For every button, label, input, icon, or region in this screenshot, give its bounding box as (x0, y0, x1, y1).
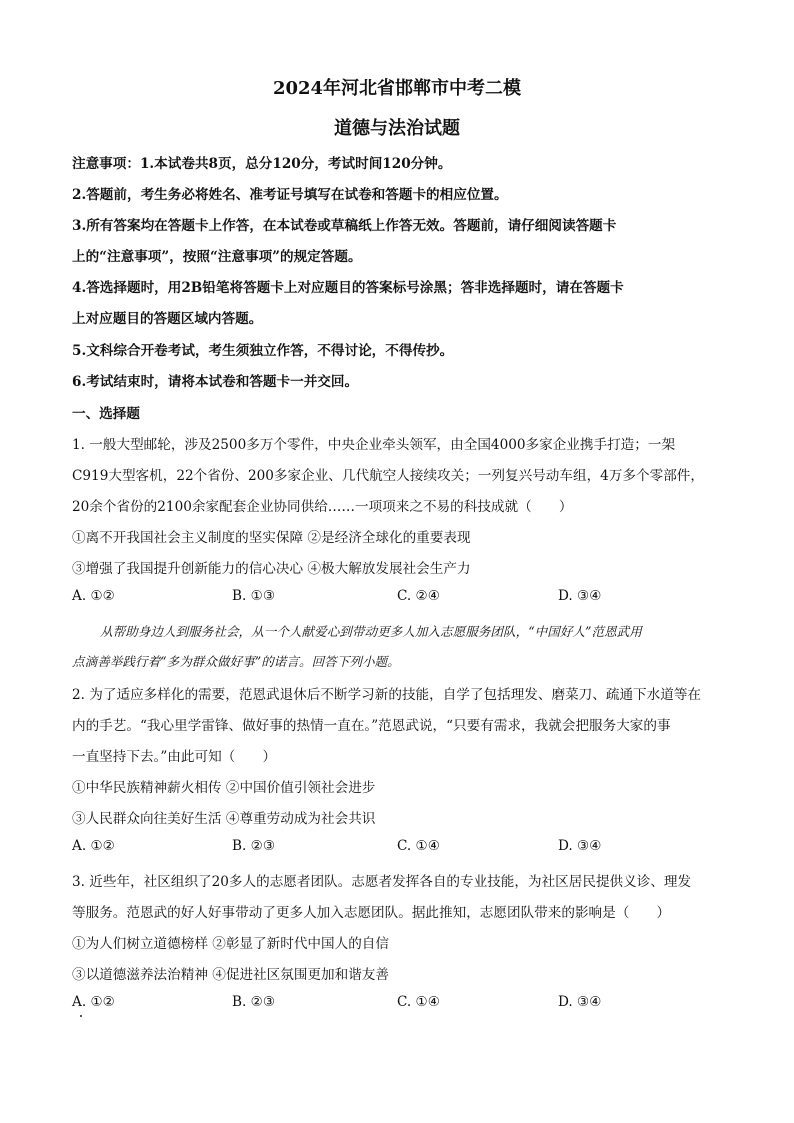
question-1-statement: ③增强了我国提升创新能力的信心决心 ④极大解放发展社会生产力 (72, 561, 471, 577)
stray-dot (80, 1015, 82, 1017)
question-2-stem: 一直坚持下去。”由此可知（ ） (72, 749, 277, 765)
option-d[interactable]: D. ③④ (558, 588, 602, 604)
question-2-statement: ①中华民族精神薪火相传 ②中国价值引领社会进步 (72, 780, 376, 796)
question-2-stem: 内的手艺。“我心里学雷锋、做好事的热情一直在。”范恩武说，“只要有需求，我就会把服务大家的事 (72, 718, 671, 734)
question-1-statement: ①离不开我国社会主义制度的坚实保障 ②是经济全球化的重要表现 (72, 530, 471, 546)
question-3-stem: 3. 近些年，社区组织了20多人的志愿者团队。志愿者发挥各自的专业技能，为社区居民提供义诊、理发 (72, 874, 692, 890)
option-b[interactable]: B. ①③ (232, 588, 276, 604)
option-c[interactable]: C. ②④ (397, 588, 440, 604)
note-line: 注意事项：1.本试卷共8页，总分120分，考试时间120分钟。 (72, 156, 452, 172)
question-1-options (72, 588, 727, 608)
option-a[interactable]: A. ①② (72, 588, 115, 604)
option-b[interactable]: B. ②③ (232, 994, 276, 1010)
note-line: 5.文科综合开卷考试，考生须独立作答，不得讨论，不得传抄。 (72, 343, 454, 359)
exam-title: 2024年河北省邯郸市中考二模 (272, 78, 522, 99)
exam-subject: 道德与法治试题 (334, 118, 460, 139)
note-line: 6.考试结束时，请将本试卷和答题卡一并交回。 (72, 374, 359, 390)
material-intro: 从帮助身边人到服务社会，从一个人献爱心到带动更多人加入志愿服务团队，“中国好人”范恩武用 (100, 624, 642, 639)
option-a[interactable]: A. ①② (72, 994, 115, 1010)
option-c[interactable]: C. ①④ (397, 838, 440, 854)
option-b[interactable]: B. ②③ (232, 838, 276, 854)
note-line: 上的“注意事项”，按照“注意事项”的规定答题。 (72, 249, 362, 265)
question-3-stem: 等服务。范恩武的好人好事带动了更多人加入志愿团队。据此推知，志愿团队带来的影响是（ ） (72, 905, 671, 921)
question-1-stem: 20余个省份的2100余家配套企业协同供给……一项项来之不易的科技成就（ ） (72, 499, 573, 515)
option-a[interactable]: A. ①② (72, 838, 115, 854)
option-c[interactable]: C. ①④ (397, 994, 440, 1010)
note-line: 3.所有答案均在答题卡上作答，在本试卷或草稿纸上作答无效。答题前，请仔细阅读答题卡 (72, 218, 617, 234)
question-2-statement: ③人民群众向往美好生活 ④尊重劳动成为社会共识 (72, 811, 376, 827)
section-title: 一、选择题 (72, 406, 140, 422)
question-1-stem: C919大型客机，22个省份、200多家企业、几代航空人接续攻关；一列复兴号动车组，4万多个零部件， (72, 468, 704, 484)
note-line: 4.答选择题时，用2B铅笔将答题卡上对应题目的答案标号涂黑；答非选择题时，请在答题卡 (72, 280, 624, 296)
question-3-statement: ③以道德滋养法治精神 ④促进社区氛围更加和谐友善 (72, 967, 389, 983)
option-d[interactable]: D. ③④ (558, 838, 602, 854)
option-d[interactable]: D. ③④ (558, 994, 602, 1010)
question-1-stem: 1. 一般大型邮轮，涉及2500多万个零件，中央企业牵头领军，由全国4000多家企业携手打造；一架 (72, 437, 676, 453)
note-line: 2.答题前，考生务必将姓名、准考证号填写在试卷和答题卡的相应位置。 (72, 187, 508, 203)
note-line: 上对应题目的答题区域内答题。 (72, 311, 263, 327)
question-2-options (72, 838, 727, 858)
question-3-options (72, 994, 727, 1014)
question-3-statement: ①为人们树立道德榜样 ②彰显了新时代中国人的自信 (72, 936, 389, 952)
question-2-stem: 2. 为了适应多样化的需要，范恩武退休后不断学习新的技能，自学了包括理发、磨菜刀、疏通下水道等在 (72, 687, 702, 703)
material-intro: 点滴善举践行着“多为群众做好事”的诺言。回答下列小题。 (72, 654, 400, 669)
